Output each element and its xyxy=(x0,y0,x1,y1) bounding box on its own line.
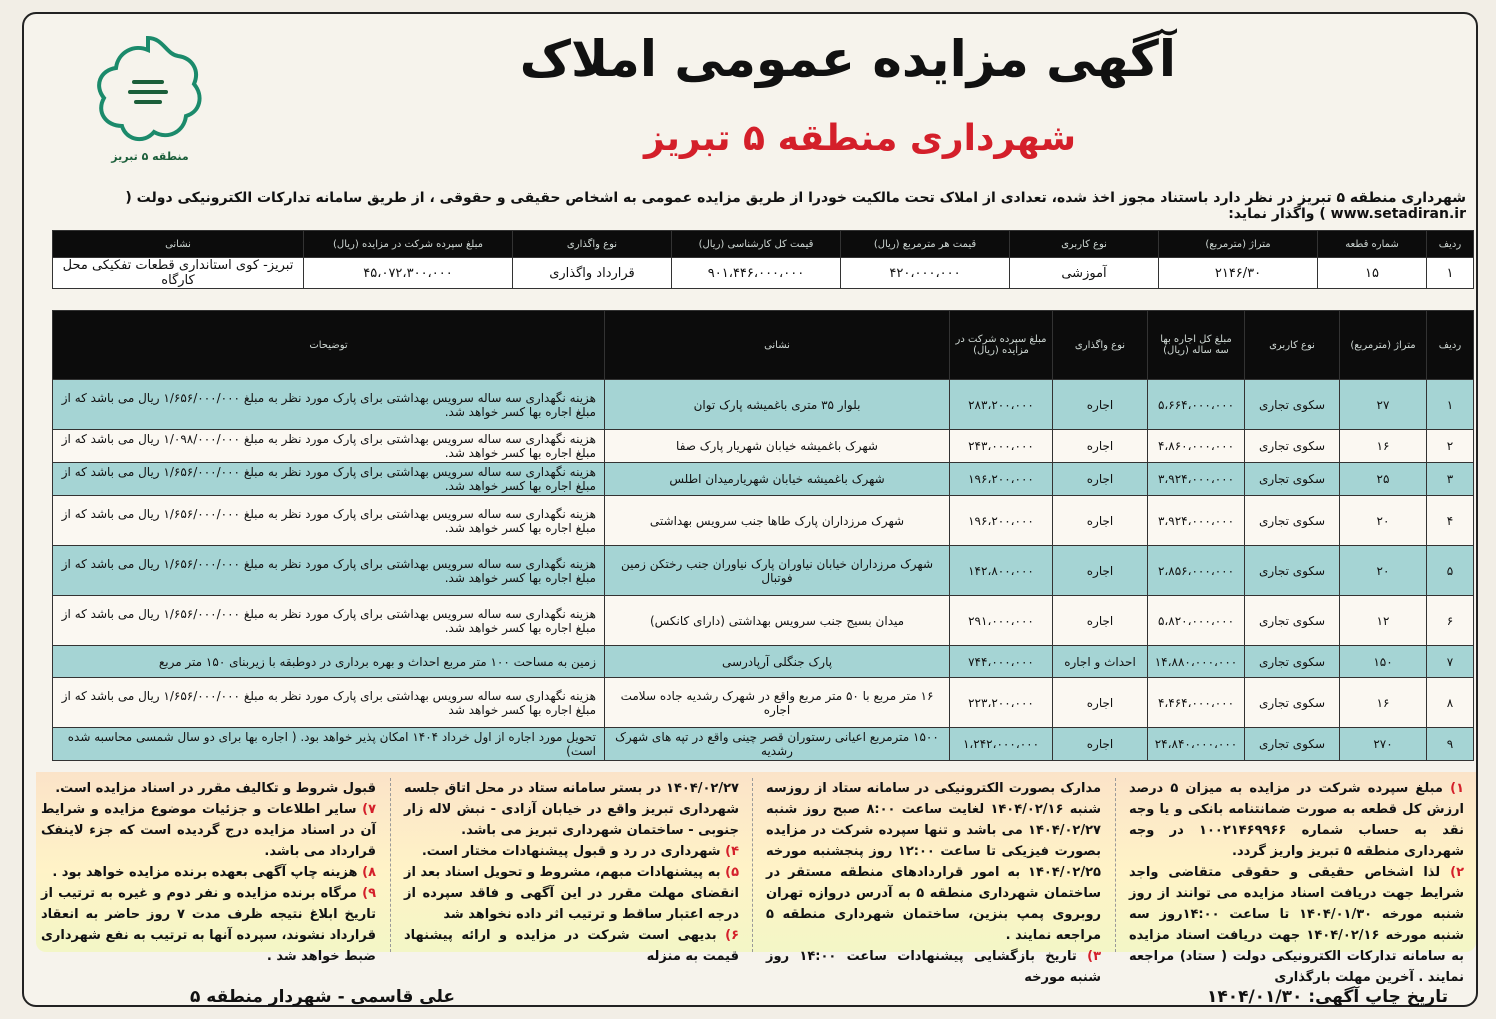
table-row xyxy=(53,463,1474,496)
header-cell: نشانی xyxy=(605,311,950,380)
land-auction-table xyxy=(52,230,1474,289)
table-cell: تبریز- کوی استانداری قطعات تفکیکی محل کارگاه xyxy=(53,258,304,289)
table-cell: اجاره xyxy=(1053,430,1148,463)
notes-column-4 xyxy=(41,778,376,967)
table-cell: بلوار ۳۵ متری باغمیشه پارک توان xyxy=(605,380,950,430)
note-number: ۹) xyxy=(362,886,376,901)
note-number: ۵) xyxy=(725,865,739,880)
header-cell: ردیف xyxy=(1427,231,1474,258)
table-cell: شهرک مرزداران خیابان نیاوران پارک نیاوران جنب رختکن زمین فوتبال xyxy=(605,546,950,596)
table-cell: ۵،۶۶۴،۰۰۰،۰۰۰ xyxy=(1148,380,1245,430)
note-text: شهرداری در رد و قبول پیشنهادات مختار است. xyxy=(421,844,721,859)
table-cell: اجاره xyxy=(1053,678,1148,728)
table-cell: ۳،۹۲۴،۰۰۰،۰۰۰ xyxy=(1148,496,1245,546)
note-cell: هزینه نگهداری سه ساله سرویس بهداشتی برای پارک مورد نظر به مبلغ ۱/۰۹۸/۰۰۰/۰۰۰ ریال می باشد که از مبلغ اجاره بها کسر خواهد شد. xyxy=(53,430,605,463)
note-item xyxy=(41,778,376,799)
note-text: هزینه چاپ آگهی بعهده برنده مزایده خواهد بود . xyxy=(52,865,358,880)
note-item xyxy=(404,778,739,841)
table-cell: ۲۷۰ xyxy=(1340,728,1427,761)
table-cell: ۲۵ xyxy=(1340,463,1427,496)
table-cell: سکوی تجاری xyxy=(1245,728,1340,761)
table-cell: ۱،۲۴۲،۰۰۰،۰۰۰ xyxy=(950,728,1053,761)
table-cell: ۱۵ xyxy=(1318,258,1427,289)
note-item xyxy=(766,778,1101,946)
note-cell: هزینه نگهداری سه ساله سرویس بهداشتی برای پارک مورد نظر به مبلغ ۱/۶۵۶/۰۰۰/۰۰۰ ریال می باشد که از مبلغ اجاره بها کسر خواهد شد. xyxy=(53,596,605,646)
table-cell: ۶ xyxy=(1427,596,1474,646)
header-cell: قیمت کل کارشناسی (ریال) xyxy=(672,231,841,258)
table-row xyxy=(53,546,1474,596)
note-text: قبول شروط و تکالیف مقرر در اسناد مزایده است. xyxy=(55,781,376,796)
table-cell: ۱ xyxy=(1427,380,1474,430)
note-item xyxy=(766,946,1101,988)
table-cell: ۴،۴۶۴،۰۰۰،۰۰۰ xyxy=(1148,678,1245,728)
table-row xyxy=(53,678,1474,728)
table-row xyxy=(53,728,1474,761)
note-item xyxy=(41,883,376,967)
table-cell: پارک جنگلی آرپادرسی xyxy=(605,646,950,678)
table-cell: ۲۴۳،۰۰۰،۰۰۰ xyxy=(950,430,1053,463)
note-cell: هزینه نگهداری سه ساله سرویس بهداشتی برای پارک مورد نظر به مبلغ ۱/۶۵۶/۰۰۰/۰۰۰ ریال می باشد که از مبلغ اجاره بها کسر خواهد شد xyxy=(53,678,605,728)
intro-text: شهرداری منطقه ۵ تبریز در نظر دارد باستناد مجوز اخذ شده، تعدادی از املاک تحت مالکیت خودرا از طریق مزایده عمومی به اشخاص حقیقی و حقوقی ، از طریق سامانه تدارکات الکترونیکی دولت ( www.setadiran.ir ) واگذار نماید: xyxy=(125,190,1466,222)
note-number: ۳) xyxy=(1087,949,1101,964)
divider xyxy=(1115,778,1116,952)
note-number: ۱) xyxy=(1450,781,1464,796)
note-text: مرگاه برنده مزایده و نفر دوم و غیره به ترتیب از تاریخ ابلاغ نتیجه ظرف مدت ۷ روز حاضر به انعقاد قرارداد نشوند، سپرده آنها به ترتیب به نفع شهرداری ضبط خواهد شد . xyxy=(40,886,376,964)
municipality-logo xyxy=(88,30,208,165)
header-cell: شماره قطعه xyxy=(1318,231,1427,258)
table-cell: ۱۶ xyxy=(1340,678,1427,728)
table-cell: ۱۲ xyxy=(1340,596,1427,646)
table-cell: اجاره xyxy=(1053,596,1148,646)
table-cell: سکوی تجاری xyxy=(1245,546,1340,596)
table-cell: اجاره xyxy=(1053,463,1148,496)
table-row xyxy=(53,380,1474,430)
header-cell: توضیحات xyxy=(53,311,605,380)
note-item xyxy=(404,841,739,862)
table-cell: ۲،۸۵۶،۰۰۰،۰۰۰ xyxy=(1148,546,1245,596)
table-cell: ۹۰۱،۴۴۶،۰۰۰،۰۰۰ xyxy=(672,258,841,289)
table-cell: شهرک باغمیشه خیابان شهریار پارک صفا xyxy=(605,430,950,463)
table-cell: ۲۴،۸۴۰،۰۰۰،۰۰۰ xyxy=(1148,728,1245,761)
note-item xyxy=(404,925,739,967)
table-cell: ۱۹۶،۲۰۰،۰۰۰ xyxy=(950,463,1053,496)
table-cell: ۴۲۰،۰۰۰،۰۰۰ xyxy=(841,258,1010,289)
table-cell: ۱۶ xyxy=(1340,430,1427,463)
table-cell: ۴،۸۶۰،۰۰۰،۰۰۰ xyxy=(1148,430,1245,463)
divider xyxy=(752,778,753,952)
table-cell: اجاره xyxy=(1053,728,1148,761)
table-cell: ۲۱۴۶/۳۰ xyxy=(1159,258,1318,289)
table-cell: ۳ xyxy=(1427,463,1474,496)
table-cell: میدان بسیج جنب سرویس بهداشتی (دارای کانکس) xyxy=(605,596,950,646)
note-item xyxy=(1129,778,1464,862)
header-cell: نوع کاربری xyxy=(1245,311,1340,380)
note-item xyxy=(404,862,739,925)
table-cell: ۷ xyxy=(1427,646,1474,678)
table-cell: ۱۵۰ xyxy=(1340,646,1427,678)
note-number: ۲) xyxy=(1450,865,1464,880)
table-cell: سکوی تجاری xyxy=(1245,463,1340,496)
note-number: ۸) xyxy=(362,865,376,880)
table-cell: ۲۰ xyxy=(1340,496,1427,546)
header-cell: متراژ (مترمربع) xyxy=(1340,311,1427,380)
note-text: لذا اشخاص حقیقی و حقوقی متقاضی واجد شرایط جهت دریافت اسناد مزایده می توانند از روز شنبه مورخه ۱۴۰۴/۰۱/۳۰ تا ساعت ۱۴:۰۰روز سه شنبه مورخه ۱۴۰۴/۰۲/۱۶ جهت دریافت اسناد مزایده به سامانه تدارکات الکترونیکی دولت ( ستاد) مراجعه نمایند . آخرین مهلت بارگذاری xyxy=(1129,865,1464,985)
lease-auction-table xyxy=(52,310,1474,761)
table-cell: شهرک باغمیشه خیابان شهریارمیدان اطلس xyxy=(605,463,950,496)
note-text: ۱۴۰۴/۰۲/۲۷ در بستر سامانه ستاد در محل اتاق جلسه شهرداری تبریز واقع در خیابان آزادی - نبش لاله زار جنوبی - ساختمان شهرداری تبریز می باشد. xyxy=(404,781,739,838)
table-cell: ۹ xyxy=(1427,728,1474,761)
divider xyxy=(390,778,391,952)
header-cell: متراژ (مترمربع) xyxy=(1159,231,1318,258)
table-cell: سکوی تجاری xyxy=(1245,596,1340,646)
note-text: مبلغ سپرده شرکت در مزایده به میزان ۵ درصد ارزش کل قطعه به صورت ضمانتنامه بانکی و یا وجه نقد به حساب شماره ۱۰۰۲۱۴۶۹۹۶۶ در وجه شهرداری منطقه ۵ تبریز واریز گردد. xyxy=(1129,781,1464,859)
table-cell: ۲ xyxy=(1427,430,1474,463)
table-cell: ۱۴،۸۸۰،۰۰۰،۰۰۰ xyxy=(1148,646,1245,678)
table-row xyxy=(53,496,1474,546)
table-row xyxy=(53,646,1474,678)
table-cell: ۵،۸۲۰،۰۰۰،۰۰۰ xyxy=(1148,596,1245,646)
note-cell: هزینه نگهداری سه ساله سرویس بهداشتی برای پارک مورد نظر به مبلغ ۱/۶۵۶/۰۰۰/۰۰۰ ریال می باشد که از مبلغ اجاره بها کسر خواهد شد. xyxy=(53,463,605,496)
header-cell: نوع کاربری xyxy=(1010,231,1159,258)
table-cell: اجاره xyxy=(1053,496,1148,546)
table-cell: سکوی تجاری xyxy=(1245,678,1340,728)
page-subtitle: شهرداری منطقه ۵ تبریز xyxy=(643,118,1076,159)
table-cell: ۲۸۳،۲۰۰،۰۰۰ xyxy=(950,380,1053,430)
note-text: مدارک بصورت الکترونیکی در سامانه ستاد از روزسه شنبه ۱۴۰۴/۰۲/۱۶ لغایت ساعت ۸:۰۰ صبح روز شنبه ۱۴۰۴/۰۲/۲۷ می باشد و تنها سپرده شرکت در مزایده بصورت فیزیکی تا ساعت ۱۲:۰۰ روز پنجشنبه مورخه ۱۴۰۴/۰۲/۲۵ به امور قراردادهای منطقه مستقر در ساختمان شهرداری منطقه ۵ به آدرس دروازه تهران روبروی پمپ بنزین، ساختمان شهرداری منطقه ۵ مراجعه نمایند . xyxy=(766,781,1101,943)
table-cell: ۴ xyxy=(1427,496,1474,546)
table-cell: ۵ xyxy=(1427,546,1474,596)
table-cell: ۱۵۰۰ مترمربع اعیانی رستوران قصر چینی واقع در تپه های شهرک رشدیه xyxy=(605,728,950,761)
table-cell: شهرک مرزداران پارک طاها جنب سرویس بهداشتی xyxy=(605,496,950,546)
table-cell: ۲۷ xyxy=(1340,380,1427,430)
note-item xyxy=(41,862,376,883)
note-text: سایر اطلاعات و جزئیات موضوع مزایده و شرایط آن در اسناد مزایده درج گردیده است که جزء لاینفک قرارداد می باشد. xyxy=(41,802,376,859)
table-cell: ۸ xyxy=(1427,678,1474,728)
header-cell: مبلغ سپرده شرکت در مزایده (ریال) xyxy=(304,231,513,258)
table-cell: ۴۵،۰۷۲،۳۰۰،۰۰۰ xyxy=(304,258,513,289)
logo-caption: منطقه ۵ تبریز xyxy=(111,150,189,163)
table-cell: ۱۴۲،۸۰۰،۰۰۰ xyxy=(950,546,1053,596)
table-cell: ۱۶ متر مربع با ۵۰ متر مربع واقع در شهرک رشدیه جاده سلامت اجاره xyxy=(605,678,950,728)
note-cell: هزینه نگهداری سه ساله سرویس بهداشتی برای پارک مورد نظر به مبلغ ۱/۶۵۶/۰۰۰/۰۰۰ ریال می باشد که از مبلغ اجاره بها کسر خواهد شد. xyxy=(53,546,605,596)
table-row xyxy=(53,430,1474,463)
table-cell: سکوی تجاری xyxy=(1245,380,1340,430)
table-row xyxy=(53,258,1474,289)
signature: علی قاسمی - شهردار منطقه ۵ xyxy=(190,987,456,1007)
table-cell: ۲۲۳،۲۰۰،۰۰۰ xyxy=(950,678,1053,728)
table-cell: اجاره xyxy=(1053,546,1148,596)
note-text: به پیشنهادات مبهم، مشروط و تحویل اسناد بعد از انقضای مهلت مقرر در این آگهی و فاقد سپرده از درجه اعتبار ساقط و ترتیب اثر داده نخواهد شد xyxy=(404,865,739,922)
notes-column-3 xyxy=(404,778,739,967)
page-title: آگهی مزایده عمومی املاک xyxy=(519,30,1176,88)
header-cell: مبلغ سپرده شرکت در مزایده (ریال) xyxy=(950,311,1053,380)
note-number: ۷) xyxy=(362,802,376,817)
table-cell: ۳،۹۲۴،۰۰۰،۰۰۰ xyxy=(1148,463,1245,496)
table-cell: قرارداد واگذاری xyxy=(513,258,672,289)
note-item xyxy=(41,799,376,862)
table-cell: سکوی تجاری xyxy=(1245,430,1340,463)
note-cell: هزینه نگهداری سه ساله سرویس بهداشتی برای پارک مورد نظر به مبلغ ۱/۶۵۶/۰۰۰/۰۰۰ ریال می باشد که از مبلغ اجاره بها کسر خواهد شد. xyxy=(53,496,605,546)
header-cell: نوع واگذاری xyxy=(513,231,672,258)
print-date: تاریخ چاپ آگهی: ۱۴۰۴/۰۱/۳۰ xyxy=(1206,987,1448,1007)
header-cell: ردیف xyxy=(1427,311,1474,380)
table-cell: ۱۹۶،۲۰۰،۰۰۰ xyxy=(950,496,1053,546)
note-text: بدیهی است شرکت در مزایده و ارائه پیشنهاد قیمت به منزله xyxy=(404,928,739,964)
table-cell: احداث و اجاره xyxy=(1053,646,1148,678)
header-cell: نوع واگذاری xyxy=(1053,311,1148,380)
notes-column-1 xyxy=(1129,778,1464,988)
table-cell: سکوی تجاری xyxy=(1245,646,1340,678)
notes-column-2 xyxy=(766,778,1101,988)
table-header-row xyxy=(53,231,1474,258)
note-number: ۶) xyxy=(725,928,739,943)
table-cell: ۲۹۱،۰۰۰،۰۰۰ xyxy=(950,596,1053,646)
table-header-row xyxy=(53,311,1474,380)
note-number: ۴) xyxy=(725,844,739,859)
note-cell: زمین به مساحت ۱۰۰ متر مربع احداث و بهره برداری در دوطبقه با زیربنای ۱۵۰ متر مربع xyxy=(53,646,605,678)
table-cell: اجاره xyxy=(1053,380,1148,430)
note-cell: تحویل مورد اجاره از اول خرداد ۱۴۰۴ امکان پذیر خواهد بود. ( اجاره بها برای دو سال شمسی محاسبه شده است) xyxy=(53,728,605,761)
table-cell: آموزشی xyxy=(1010,258,1159,289)
header-cell: قیمت هر مترمربع (ریال) xyxy=(841,231,1010,258)
table-row xyxy=(53,596,1474,646)
note-cell: هزینه نگهداری سه ساله سرویس بهداشتی برای پارک مورد نظر به مبلغ ۱/۶۵۶/۰۰۰/۰۰۰ ریال می باشد که از مبلغ اجاره بها کسر خواهد شد. xyxy=(53,380,605,430)
table-cell: سکوی تجاری xyxy=(1245,496,1340,546)
table-cell: ۱ xyxy=(1427,258,1474,289)
table-cell: ۲۰ xyxy=(1340,546,1427,596)
table-cell: ۷۴۴،۰۰۰،۰۰۰ xyxy=(950,646,1053,678)
note-text: تاریخ بازگشایی پیشنهادات ساعت ۱۴:۰۰ روز شنبه مورخه xyxy=(766,949,1101,985)
header-cell: مبلغ کل اجاره بها سه ساله (ریال) xyxy=(1148,311,1245,380)
header-cell: نشانی xyxy=(53,231,304,258)
note-item xyxy=(1129,862,1464,988)
